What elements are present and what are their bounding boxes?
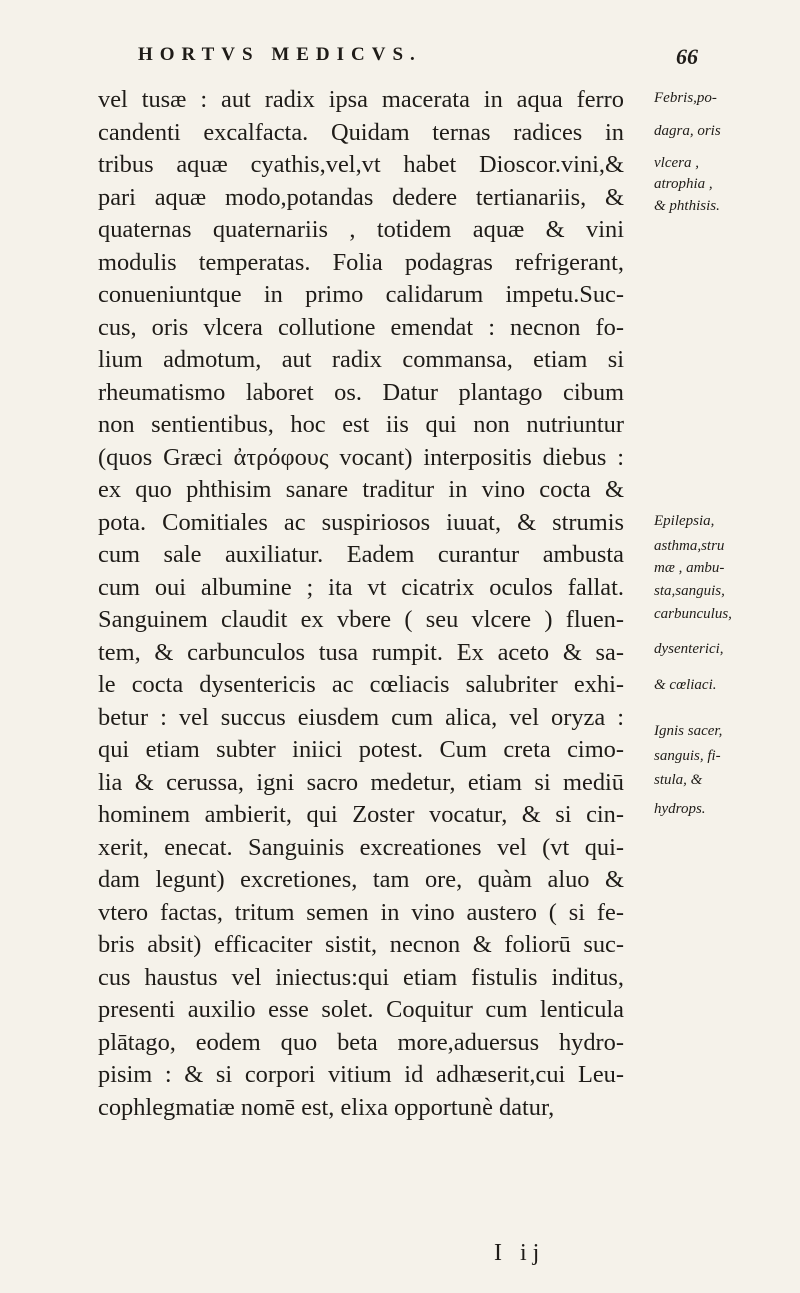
running-title: HORTVS MEDICVS. [138,44,422,65]
text-line: pari aquæ modo,potandas dedere tertianariis, & [98,183,624,211]
text-line: modulis temperatas. Folia podagras refrigerant, [98,248,624,276]
margin-note: Ignis sacer, [654,723,723,739]
text-line: hominem ambierit, qui Zoster vocatur, & si cin- [98,801,624,828]
text-line: le cocta dysentericis ac cœliacis salubriter exhi- [98,671,624,698]
text-line: plātago, eodem quo beta more,aduersus hydro- [98,1028,624,1056]
text-line: pisim : & si corpori vitium id adhæserit,cui Leu- [98,1061,624,1088]
margin-note: atrophia , [654,176,713,192]
margin-note: vlcera , [654,155,699,171]
text-line: pota. Comitiales ac suspiriosos iuuat, & strumis [98,508,624,536]
text-line: (quos Græci ἀτρόφους vocant) interpositis diebus : [98,443,624,471]
text-line: non sentientibus, hoc est iis qui non nutriuntur [98,411,624,438]
signature-mark: I ij [494,1240,546,1266]
text-line: presenti auxilio esse solet. Coquitur cum lenticula [98,996,624,1023]
text-line: cus, oris vlcera collutione emendat : necnon fo- [98,313,624,341]
text-line: vtero factas, tritum semen in vino austero ( si fe- [98,898,624,926]
text-line: dam legunt) excretiones, tam ore, quàm aluo & [98,866,624,893]
text-line: xerit, enecat. Sanguinis excreationes vel (vt qui- [98,833,624,861]
page-number: 66 [676,44,698,69]
margin-note: carbunculus, [654,606,732,622]
text-line: candenti excalfacta. Quidam ternas radices in [98,118,624,146]
text-line: vel tusæ : aut radix ipsa macerata in aqua ferro [98,86,624,113]
text-line: rheumatismo laboret os. Datur plantago cibum [98,378,624,406]
text-line: tem, & carbunculos tusa rumpit. Ex aceto & sa- [98,638,624,666]
margin-note: Febris,po- [654,90,717,106]
margin-note: sanguis, fi- [654,748,721,764]
main-text-block [98,84,624,1124]
page-header [138,44,698,78]
text-line: cus haustus vel iniectus:qui etiam fistulis inditus, [98,963,624,991]
margin-note: Epilepsia, [654,513,715,529]
text-line: cophlegmatiæ nomē est, elixa opportunè datur, [98,1093,555,1121]
text-line: cum oui albumine ; ita vt cicatrix oculos fallat. [98,573,624,601]
text-line: tribus aquæ cyathis,vel,vt habet Dioscor.vini,& [98,151,624,178]
text-line: lium admotum, aut radix commansa, etiam si [98,346,624,373]
text-line: cum sale auxiliatur. Eadem curantur ambusta [98,541,624,568]
text-line: ex quo phthisim sanare traditur in vino cocta & [98,476,624,503]
text-line: conueniuntque in primo calidarum impetu.Suc- [98,281,624,308]
margin-note: sta,sanguis, [654,583,725,599]
margin-note: hydrops. [654,801,706,817]
text-line: bris absit) efficaciter sistit, necnon & foliorū suc- [98,931,624,958]
margin-note: asthma,stru [654,538,725,554]
margin-note: & phthisis. [654,198,720,214]
margin-note: mæ , ambu- [654,560,725,576]
text-line: lia & cerussa, igni sacro medetur, etiam si mediū [98,768,624,796]
text-line: betur : vel succus eiusdem cum alica, vel oryza : [98,703,624,731]
text-line: Sanguinem claudit ex vbere ( seu vlcere ) fluen- [98,606,624,633]
text-line: quaternas quaternariis , totidem aquæ & vini [98,216,624,243]
margin-note: stula, & [654,772,703,788]
text-line: qui etiam subter iniici potest. Cum creta cimo- [98,736,624,763]
margin-note: dysenterici, [654,641,724,657]
margin-note: & cœliaci. [654,677,717,693]
margin-note: dagra, oris [654,123,721,139]
